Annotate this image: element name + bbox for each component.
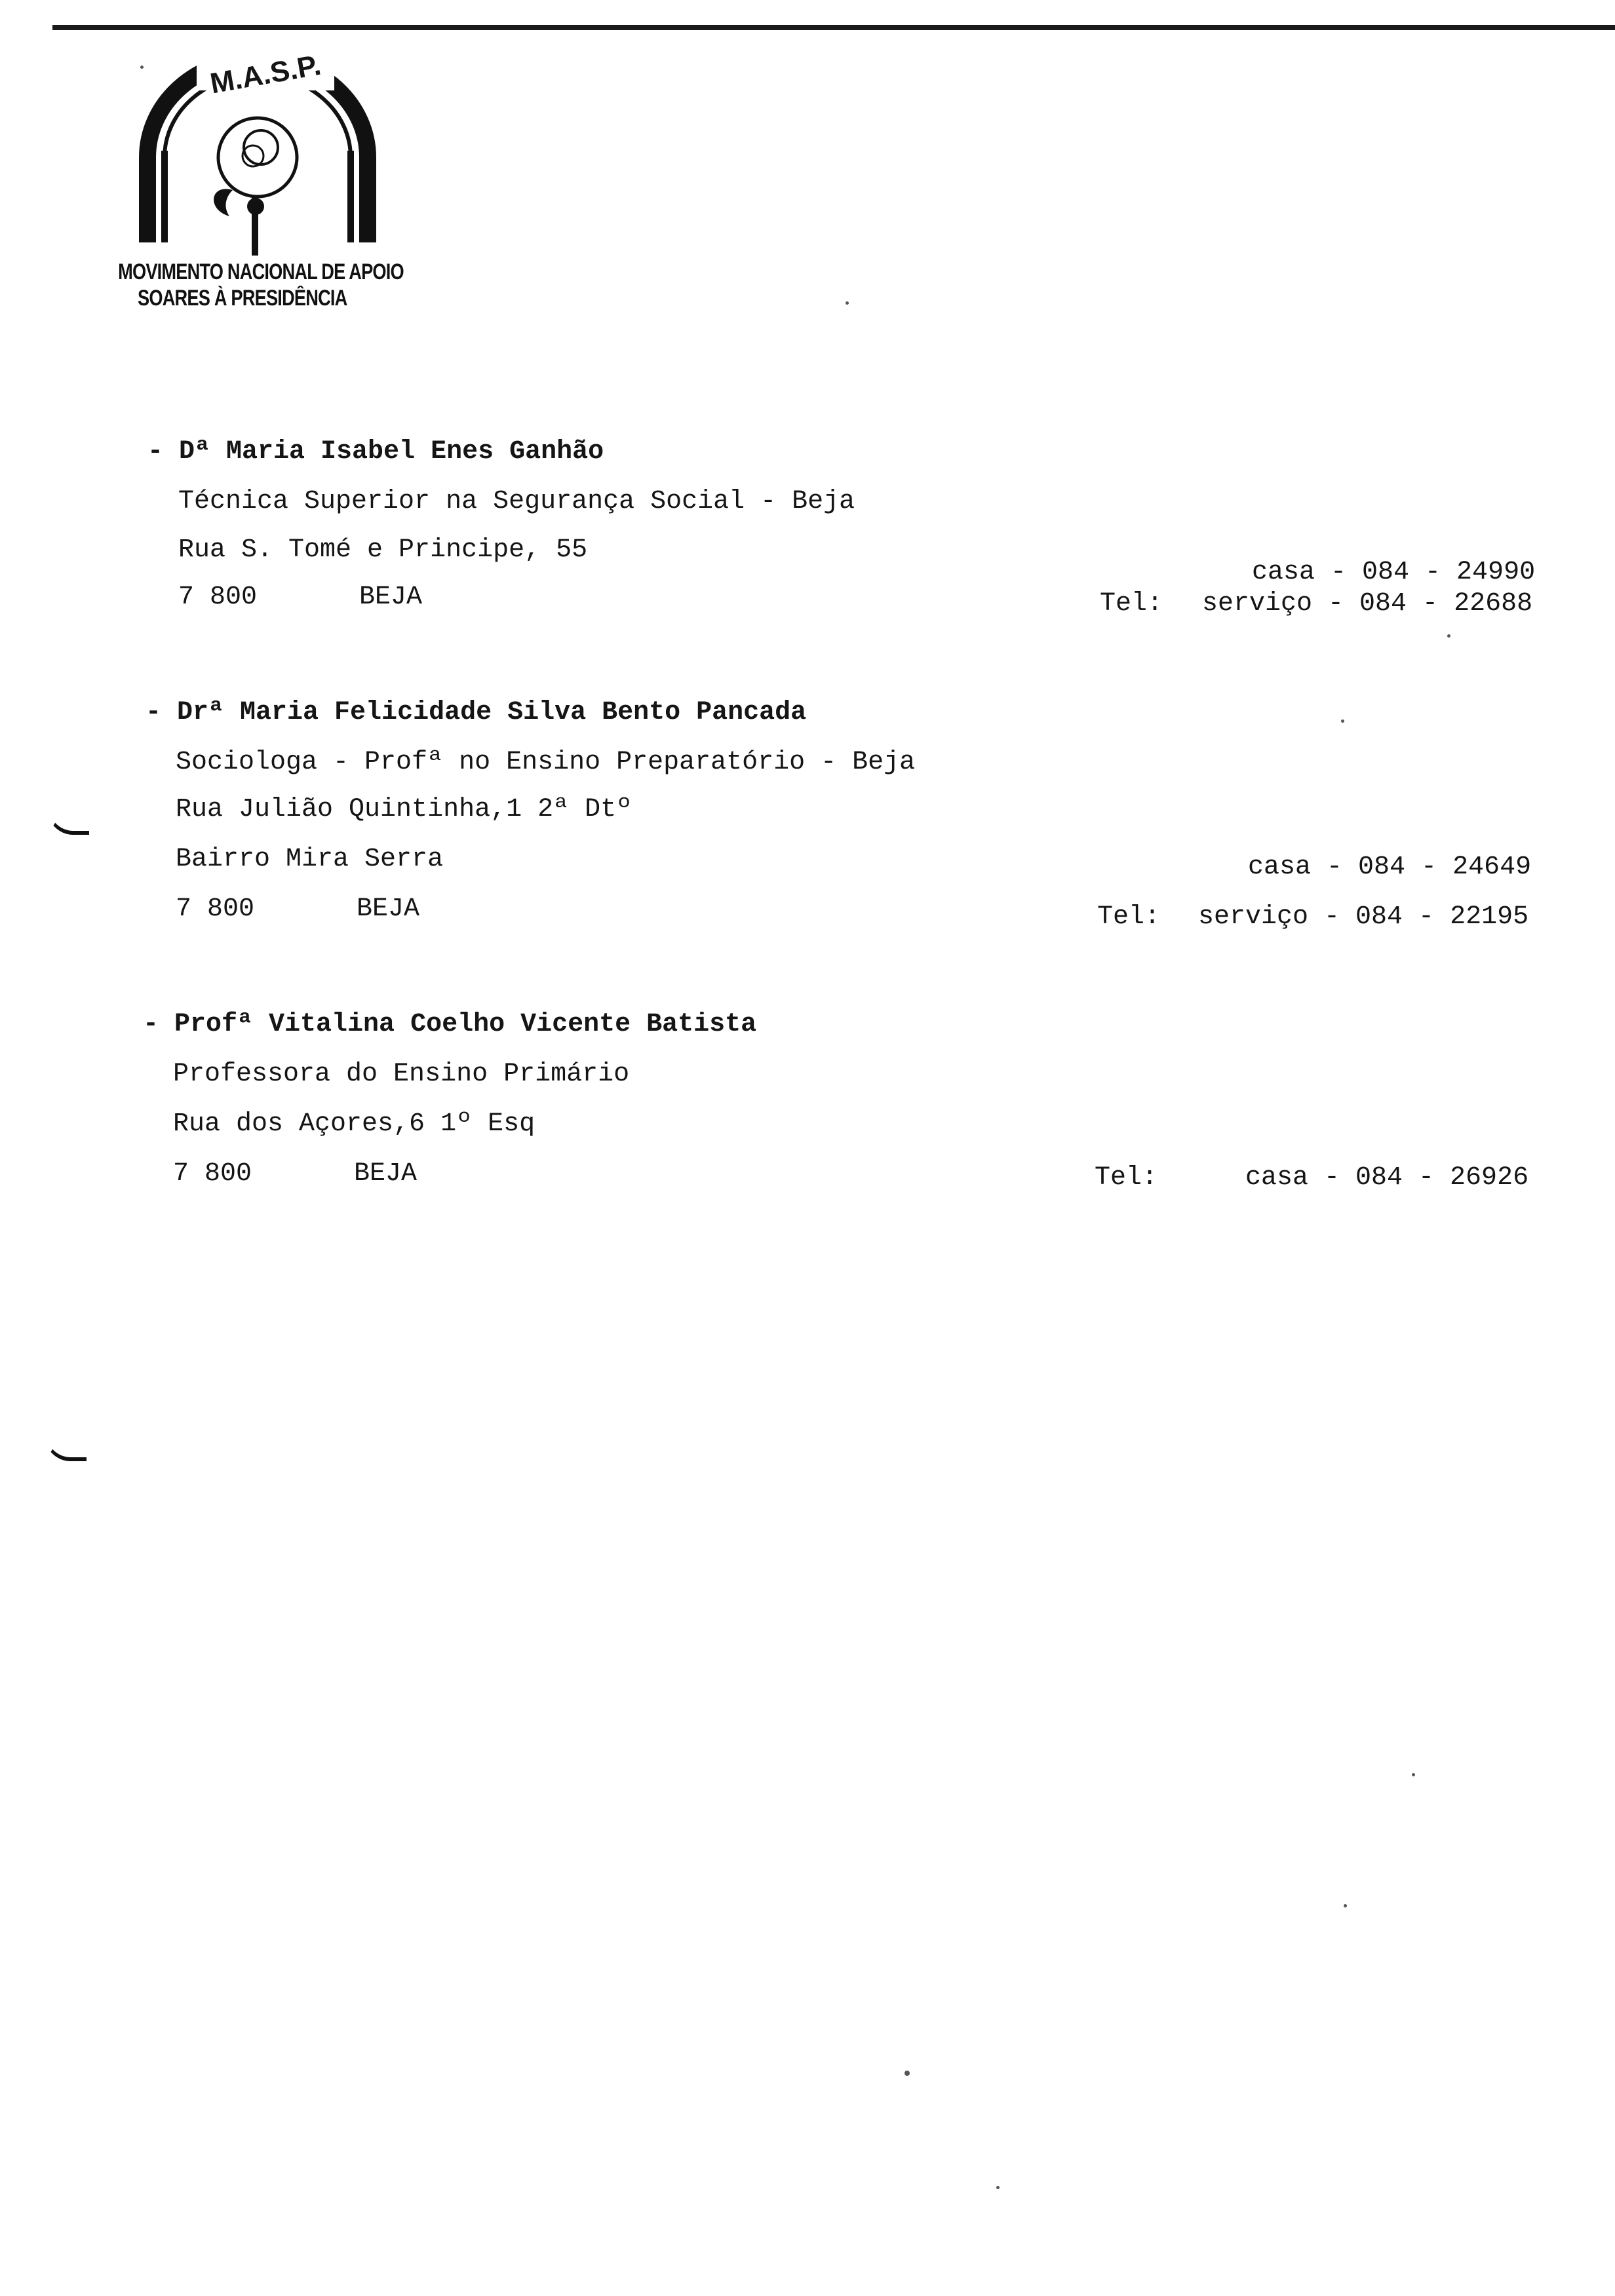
top-rule [52,25,1615,30]
masp-logo [98,48,426,321]
scan-speck [140,66,144,69]
entry-2-postal-code: 7 800 [176,894,255,924]
entry-3-phone-home: casa - 084 - 26926 [1245,1163,1529,1193]
scan-speck [996,2186,1000,2189]
entry-2-phone-home: casa - 084 - 24649 [1248,852,1532,882]
entry-3-line-2: Rua dos Açores,6 1º Esq [173,1109,535,1139]
entry-2-tel-label: Tel: [1097,902,1161,932]
entry-3-postal-code: 7 800 [173,1159,252,1189]
scan-speck [1344,1904,1347,1907]
entry-1-name: - Dª Maria Isabel Enes Ganhão [147,437,604,467]
entry-3-city: BEJA [354,1159,418,1189]
entry-2-city: BEJA [357,894,420,924]
entry-1-tel-label: Tel: [1100,589,1163,619]
entry-1-city: BEJA [359,583,423,612]
entry-2-phone-work: serviço - 084 - 22195 [1198,902,1529,932]
entry-1-line-2: Rua S. Tomé e Principe, 55 [178,535,588,565]
entry-1-phone-work: serviço - 084 - 22688 [1202,589,1533,619]
logo-line2: SOARES À PRESIDÊNCIA [138,286,347,311]
entry-2-line-3: Bairro Mira Serra [176,845,444,874]
entry-3-tel-label: Tel: [1095,1163,1158,1193]
entry-1-phone-home: casa - 084 - 24990 [1252,558,1536,587]
entry-3-name: - Profª Vitalina Coelho Vicente Batista [143,1010,757,1039]
scan-speck [1412,1773,1415,1776]
entry-2-name: - Drª Maria Felicidade Silva Bento Pancada [146,698,807,727]
entry-1-line-1: Técnica Superior na Segurança Social - Beja [178,487,855,516]
entry-3-line-1: Professora do Ensino Primário [173,1060,630,1089]
binding-mark [47,805,89,835]
scan-speck [1341,719,1344,723]
logo-line1: MOVIMENTO NACIONAL DE APOIO [118,259,404,284]
entry-1-postal-code: 7 800 [178,583,258,612]
scan-speck [905,2071,910,2076]
logo-acronym: M.A.S.P. [207,48,324,100]
binding-mark [45,1431,87,1461]
entry-2-line-2: Rua Julião Quintinha,1 2ª Dtº [176,795,632,824]
entry-2-line-1: Sociologa - Profª no Ensino Preparatório - Beja [176,748,916,777]
scan-speck [846,301,849,305]
scan-speck [1447,634,1450,638]
